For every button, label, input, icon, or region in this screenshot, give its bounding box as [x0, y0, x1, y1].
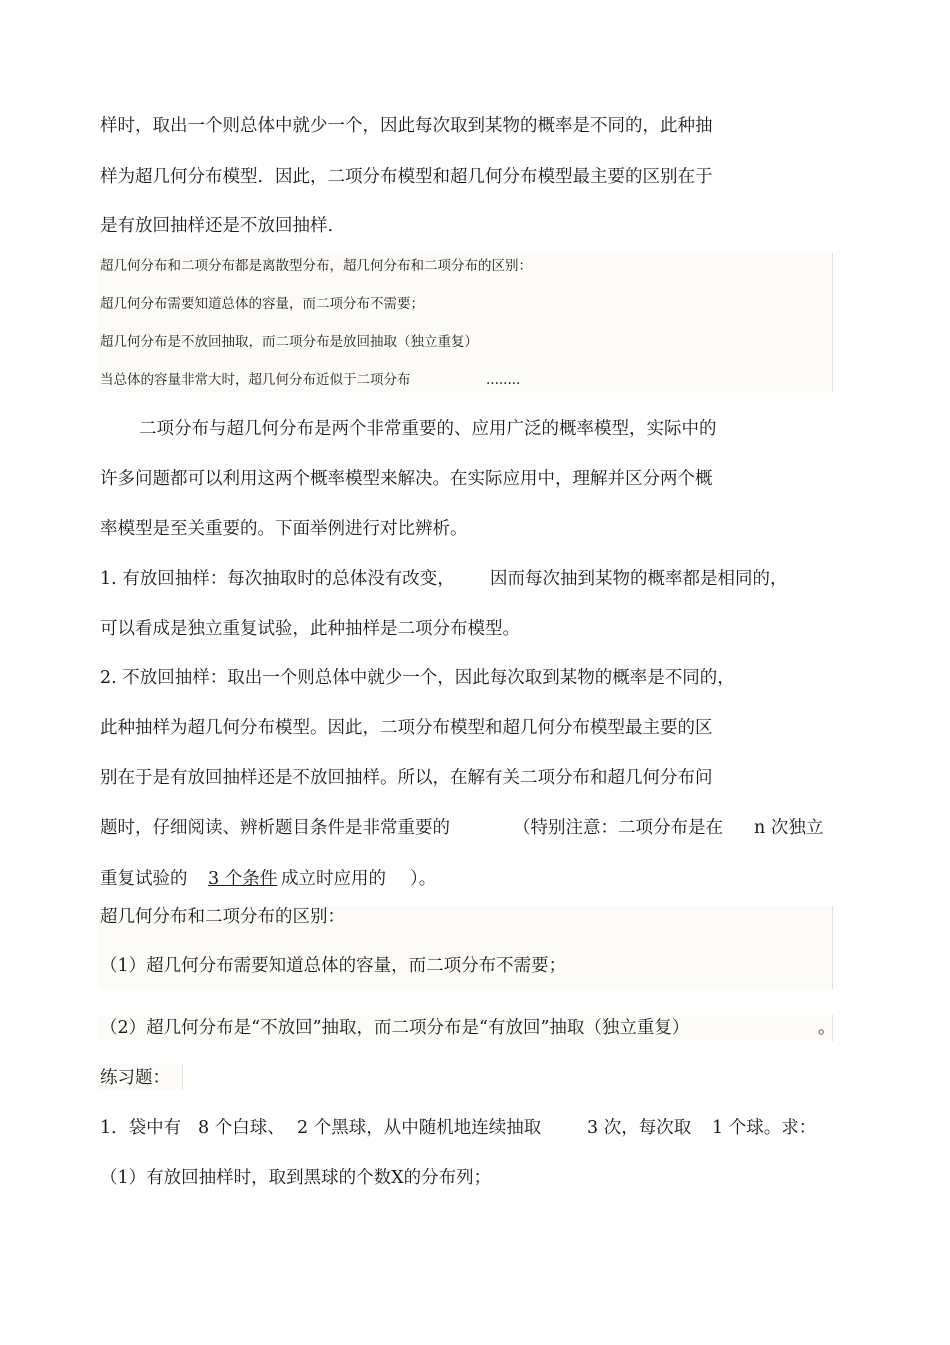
item2-line-5b: 3 个条件 [208, 869, 278, 889]
q1-a: 1．袋中有 [100, 1118, 182, 1138]
p1-line-1: 二项分布与超几何分布是两个非常重要的、应用广泛的概率模型，实际中的 [139, 419, 717, 439]
diff-point-2: （2）超几何分布是“不放回”抽取，而二项分布是“有放回”抽取（独立重复） [100, 1018, 690, 1038]
item2-line-4b: （特别注意：二项分布是在 [513, 818, 723, 838]
diff-point-2-end: 。 [818, 1018, 836, 1038]
q1-e: 1 个球。求： [712, 1118, 817, 1138]
item2-line-4a: 题时，仔细阅读、辨析题目条件是非常重要的 [100, 818, 450, 838]
note-line-4: 当总体的容量非常大时，超几何分布近似于二项分布 [100, 372, 411, 388]
item1-line-1b: 因而每次抽到某物的概率都是相同的， [490, 569, 788, 589]
q1-d: 3 次，每次取 [587, 1118, 692, 1138]
q1-sub-1: （1）有放回抽样时，取到黑球的个数X的分布列； [100, 1168, 492, 1188]
item2-line-5c: 成立时应用的 [281, 869, 386, 889]
note-line-1: 超几何分布和二项分布都是离散型分布，超几何分布和二项分布的区别： [100, 258, 532, 274]
item2-line-5d: ）。 [410, 869, 437, 889]
p1-line-3: 率模型是至关重要的。下面举例进行对比辨析。 [100, 519, 468, 539]
item2-line-5a: 重复试验的 [100, 869, 188, 889]
item2-line-2: 此种抽样为超几何分布模型。因此，二项分布模型和超几何分布模型最主要的区 [100, 718, 713, 738]
diff-point-1: （1）超几何分布需要知道总体的容量，而二项分布不需要； [100, 956, 567, 976]
exercise-heading: 练习题： [100, 1068, 170, 1088]
note-line-3: 超几何分布是不放回抽取，而二项分布是放回抽取（独立重复） [100, 334, 478, 350]
intro-line-3: 是有放回抽样还是不放回抽样. [100, 216, 334, 236]
note-line-2: 超几何分布需要知道总体的容量，而二项分布不需要； [100, 296, 424, 312]
note-line-4-ellipsis: ........ [486, 372, 521, 388]
item1-line-2: 可以看成是独立重复试验，此种抽样是二项分布模型。 [100, 619, 520, 639]
p1-line-2: 许多问题都可以利用这两个概率模型来解决。在实际应用中，理解并区分两个概 [100, 469, 713, 489]
item2-line-1: 2. 不放回抽样：取出一个则总体中就少一个，因此每次取到某物的概率是不同的， [100, 668, 735, 688]
item2-line-4c: n 次独立 [754, 818, 824, 838]
intro-line-1: 样时，取出一个则总体中就少一个，因此每次取到某物的概率是不同的，此种抽 [100, 116, 713, 136]
q1-b: 8 个白球、 [198, 1118, 285, 1138]
item2-line-3: 别在于是有放回抽样还是不放回抽样。所以，在解有关二项分布和超几何分布问 [100, 768, 713, 788]
q1-c: 2 个黑球，从中随机地连续抽取 [297, 1118, 542, 1138]
item1-line-1a: 1. 有放回抽样：每次抽取时的总体没有改变， [100, 569, 455, 589]
diff-title: 超几何分布和二项分布的区别： [100, 907, 345, 927]
intro-line-2: 样为超几何分布模型．因此，二项分布模型和超几何分布模型最主要的区别在于 [100, 167, 713, 187]
